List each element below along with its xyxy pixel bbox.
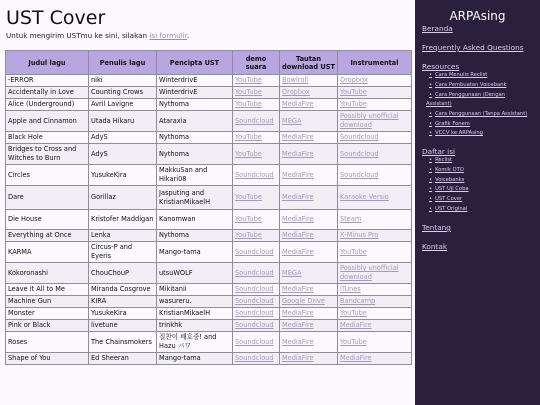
table-link[interactable]: MediaFire [282, 247, 314, 256]
table-cell: Mango-tama [157, 242, 233, 263]
intro-label: Untuk mengirim USTmu ke sini, silakan [6, 31, 150, 40]
table-cell: Leave it All to Me [6, 284, 89, 296]
table-cell: Avril Lavigne [89, 99, 157, 111]
table-cell [338, 242, 412, 263]
table-cell: Miranda Cosgrove [89, 284, 157, 296]
table-cell [338, 111, 412, 132]
table-cell [280, 111, 338, 132]
table-cell [338, 308, 412, 320]
table-cell [338, 186, 412, 210]
table-link[interactable]: YouTube [235, 88, 262, 96]
table-cell [233, 111, 280, 132]
table-link[interactable]: MediaFire [282, 337, 314, 346]
table-link[interactable]: MediaFire [282, 285, 314, 293]
table-cell: Nythoma [157, 230, 233, 242]
table-cell [338, 87, 412, 99]
table-row [6, 144, 412, 165]
table-link[interactable]: YouTube [340, 309, 367, 317]
table-cell [233, 210, 280, 230]
table-cell: KristianMikaelH [157, 308, 233, 320]
nav-tentang[interactable]: Tentang [422, 223, 451, 232]
table-cell [233, 230, 280, 242]
table-cell: livetune [89, 320, 157, 332]
res-item-reclist[interactable]: • Cara Menulis Reclist [429, 72, 487, 78]
table-cell: Kokoronashi [6, 263, 89, 284]
table-row [6, 353, 412, 365]
res-item-vccv[interactable]: • VCCV ke ARPAsing [429, 130, 483, 136]
table-cell [233, 296, 280, 308]
table-cell [280, 332, 338, 353]
table-link[interactable]: Soundcloud [235, 337, 274, 346]
table-header-row [6, 51, 412, 75]
res-item-usage-no-assistant[interactable]: • Cara Penggunaan (Tanpa Assistant) [429, 111, 527, 117]
table-cell: YusukeKira [89, 165, 157, 186]
table-link[interactable]: Soundcloud [235, 116, 274, 125]
res-item-usage-assistant-cont[interactable]: Assistant) [426, 101, 452, 107]
table-cell: Jasputing and KristianMikaelH [157, 186, 233, 210]
table-link[interactable]: Possibly unofficial download [340, 112, 399, 129]
table-cell: Lenka [89, 230, 157, 242]
table-link[interactable]: YouTube [235, 231, 262, 239]
table-row [6, 263, 412, 284]
table-link[interactable]: Steam [340, 215, 362, 223]
table-link[interactable]: YouTube [340, 247, 367, 256]
table-row [6, 230, 412, 242]
table-row [6, 210, 412, 230]
table-cell [233, 144, 280, 165]
intro-text [6, 31, 189, 40]
table-cell [338, 284, 412, 296]
table-cell: Shape of You [6, 353, 89, 365]
table-cell [233, 308, 280, 320]
table-cell [233, 284, 280, 296]
table-row [6, 296, 412, 308]
table-cell [338, 99, 412, 111]
table-cell: Circus-P and Eyeris [89, 242, 157, 263]
daftar-item-reclist[interactable]: • Reclist [429, 157, 452, 163]
table-cell [338, 332, 412, 353]
table-cell: Dare [6, 186, 89, 210]
res-item-voicebank[interactable]: • Cara Pembuatan Voicebank [429, 82, 507, 88]
table-cell [338, 263, 412, 284]
table-cell [280, 186, 338, 210]
table-cell [280, 308, 338, 320]
table-cell: AdyS [89, 132, 157, 144]
table-cell: trinkhk [157, 320, 233, 332]
column-header: Judul lagu [6, 51, 89, 75]
table-link[interactable]: YouTube [340, 100, 367, 108]
table-row [6, 132, 412, 144]
table-link[interactable]: MediaFire [282, 100, 314, 108]
table-cell: Nythoma [157, 144, 233, 165]
table-cell: -ERROR [6, 75, 89, 87]
table-cell: Everything at Once [6, 230, 89, 242]
table-cell [338, 230, 412, 242]
table-cell [233, 320, 280, 332]
daftar-item-komik-oto[interactable]: • Komik OTO [429, 167, 464, 173]
table-cell [280, 132, 338, 144]
table-cell: wasureru. [157, 296, 233, 308]
table-cell: MakkuSan and Hikari08 [157, 165, 233, 186]
table-cell [280, 284, 338, 296]
table-cell: WinterdrivE [157, 87, 233, 99]
table-cell: Ataraxia [157, 111, 233, 132]
table-link[interactable]: Soundcloud [340, 170, 379, 179]
table-cell: WinterdrivE [157, 75, 233, 87]
table-link[interactable]: Dropbox [282, 88, 310, 96]
table-row [6, 99, 412, 111]
table-cell: Kanomwan [157, 210, 233, 230]
table-link[interactable]: Google Drive [282, 297, 325, 305]
table-link[interactable]: MediaFire [282, 354, 314, 362]
table-cell: Circles [6, 165, 89, 186]
table-row [6, 165, 412, 186]
table-link[interactable]: MediaFire [282, 193, 314, 201]
table-link[interactable]: Soundcloud [235, 285, 274, 293]
column-header: Penulis lagu [89, 51, 157, 75]
table-row [6, 186, 412, 210]
table-link[interactable]: MediaFire [282, 170, 314, 179]
table-row [6, 332, 412, 353]
table-cell: KIRA [89, 296, 157, 308]
nav-resources[interactable]: Resources [422, 62, 460, 71]
table-cell [280, 165, 338, 186]
table-link[interactable]: MediaFire [340, 321, 372, 329]
column-header: Pencipta UST [157, 51, 233, 75]
table-cell [338, 75, 412, 87]
ust-cover-table [5, 50, 412, 365]
table-cell: AdyS [89, 144, 157, 165]
table-cell: Nythoma [157, 132, 233, 144]
table-link[interactable]: Dropbox [340, 76, 368, 84]
table-link[interactable]: Karaoke Versio [340, 193, 389, 201]
table-cell [280, 75, 338, 87]
table-cell [280, 230, 338, 242]
table-link[interactable]: YouTube [235, 100, 262, 108]
table-link[interactable]: Bowlroll [282, 76, 309, 84]
table-cell [233, 99, 280, 111]
table-cell [338, 132, 412, 144]
table-cell: 질찬이 배호중! and Hazu パワ [157, 332, 233, 353]
table-link[interactable]: Soundcloud [340, 149, 379, 158]
table-link[interactable]: Soundcloud [235, 268, 274, 277]
table-link[interactable]: YouTube [340, 337, 367, 346]
table-cell: Counting Crows [89, 87, 157, 99]
table-link[interactable]: Soundcloud [235, 321, 274, 329]
res-item-phoneme-chart[interactable]: • Grafik Fonem [429, 121, 470, 127]
table-link[interactable]: YouTube [235, 133, 262, 141]
table-cell [338, 165, 412, 186]
table-cell: Die House [6, 210, 89, 230]
table-cell: Roses [6, 332, 89, 353]
table-cell [233, 165, 280, 186]
site-title: ARPAsing [449, 9, 506, 23]
daftar-item-ust-uji-coba[interactable]: • UST Uji Coba [429, 186, 469, 192]
table-cell: Mikitanii [157, 284, 233, 296]
table-cell [233, 87, 280, 99]
table-cell [280, 296, 338, 308]
table-cell: Alice (Underground) [6, 99, 89, 111]
table-cell [233, 353, 280, 365]
table-link[interactable]: YouTube [340, 88, 367, 96]
table-link[interactable]: Soundcloud [340, 133, 379, 141]
table-cell: The Chainsmokers [89, 332, 157, 353]
form-link[interactable]: isi formulir [149, 31, 187, 40]
res-item-usage-assistant[interactable]: • Cara Penggunaan (Dengan [429, 92, 505, 98]
table-cell: Bridges to Cross and Witches to Burn [6, 144, 89, 165]
table-cell: Machine Gun [6, 296, 89, 308]
column-header: Instrumental [338, 51, 412, 75]
table-link[interactable]: YouTube [235, 149, 262, 158]
table-cell [280, 320, 338, 332]
table-row [6, 242, 412, 263]
table-cell: Accidentally in Love [6, 87, 89, 99]
table-cell [338, 353, 412, 365]
table-cell: Kristofer Maddigan [89, 210, 157, 230]
table-link[interactable]: Soundcloud [235, 247, 274, 256]
table-cell: Nythoma [157, 99, 233, 111]
table-cell [280, 263, 338, 284]
table-cell: Mango-tama [157, 353, 233, 365]
nav-beranda[interactable]: Beranda [422, 24, 453, 33]
table-cell: YusukeKira [89, 308, 157, 320]
table-cell [233, 75, 280, 87]
table-cell [338, 296, 412, 308]
daftar-item-ust-cover[interactable]: • UST Cover [429, 196, 462, 202]
daftar-item-voicebanks[interactable]: • Voicebanks [429, 177, 464, 183]
table-cell: Black Hole [6, 132, 89, 144]
table-link[interactable]: YouTube [235, 193, 262, 201]
table-row [6, 75, 412, 87]
page-title: UST Cover [6, 7, 106, 29]
table-cell [280, 87, 338, 99]
table-cell [338, 210, 412, 230]
table-row [6, 87, 412, 99]
table-cell [338, 144, 412, 165]
table-link[interactable]: MediaFire [340, 354, 372, 362]
table-cell [280, 242, 338, 263]
table-link[interactable]: MediaFire [282, 231, 314, 239]
nav-kontak[interactable]: Kontak [422, 242, 448, 251]
table-cell: Utada Hikaru [89, 111, 157, 132]
table-link[interactable]: Soundcloud [235, 297, 274, 305]
intro-end: . [187, 31, 190, 40]
table-row [6, 284, 412, 296]
table-row [6, 308, 412, 320]
table-cell: KARMA [6, 242, 89, 263]
table-cell: Apple and Cinnamon [6, 111, 89, 132]
table-link[interactable]: MEGA [282, 268, 302, 277]
table-cell [338, 320, 412, 332]
table-link[interactable]: MediaFire [282, 133, 314, 141]
table-cell [280, 210, 338, 230]
table-cell [233, 332, 280, 353]
table-link[interactable]: Possibly unofficial download [340, 264, 399, 281]
table-cell: Ed Sheeran [89, 353, 157, 365]
table-link[interactable]: MediaFire [282, 149, 314, 158]
daftar-item-ust-original[interactable]: • UST Original [429, 206, 467, 212]
table-link[interactable]: MediaFire [282, 309, 314, 317]
table-link[interactable]: X-Minus Pro [340, 231, 379, 239]
table-cell [233, 263, 280, 284]
table-link[interactable]: Soundcloud [235, 354, 274, 362]
table-cell: Pink or Black [6, 320, 89, 332]
column-header: Tautan download UST [280, 51, 338, 75]
nav-faq[interactable]: Frequently Asked Questions [422, 43, 524, 52]
table-cell [233, 132, 280, 144]
column-header: demo suara [233, 51, 280, 75]
table-link[interactable]: Bandcamp [340, 297, 376, 305]
table-cell: ChouChouP [89, 263, 157, 284]
table-link[interactable]: YouTube [235, 215, 262, 223]
table-cell [233, 186, 280, 210]
table-link[interactable]: iTunes [340, 285, 361, 293]
sidebar [415, 0, 540, 405]
table-cell: utsuWOLF [157, 263, 233, 284]
table-link[interactable]: Soundcloud [235, 309, 274, 317]
table-link[interactable]: MediaFire [282, 321, 314, 329]
table-cell: Gorillaz [89, 186, 157, 210]
table-cell [280, 353, 338, 365]
nav-daftar-isi[interactable]: Daftar isi [422, 147, 456, 156]
table-cell: niki [89, 75, 157, 87]
table-link[interactable]: MediaFire [282, 215, 314, 223]
table-row [6, 320, 412, 332]
table-link[interactable]: Soundcloud [235, 170, 274, 179]
table-link[interactable]: MEGA [282, 116, 302, 125]
table-cell [280, 99, 338, 111]
table-cell [233, 242, 280, 263]
table-cell: Monster [6, 308, 89, 320]
table-link[interactable]: YouTube [235, 76, 262, 84]
table-row [6, 111, 412, 132]
table-cell [280, 144, 338, 165]
